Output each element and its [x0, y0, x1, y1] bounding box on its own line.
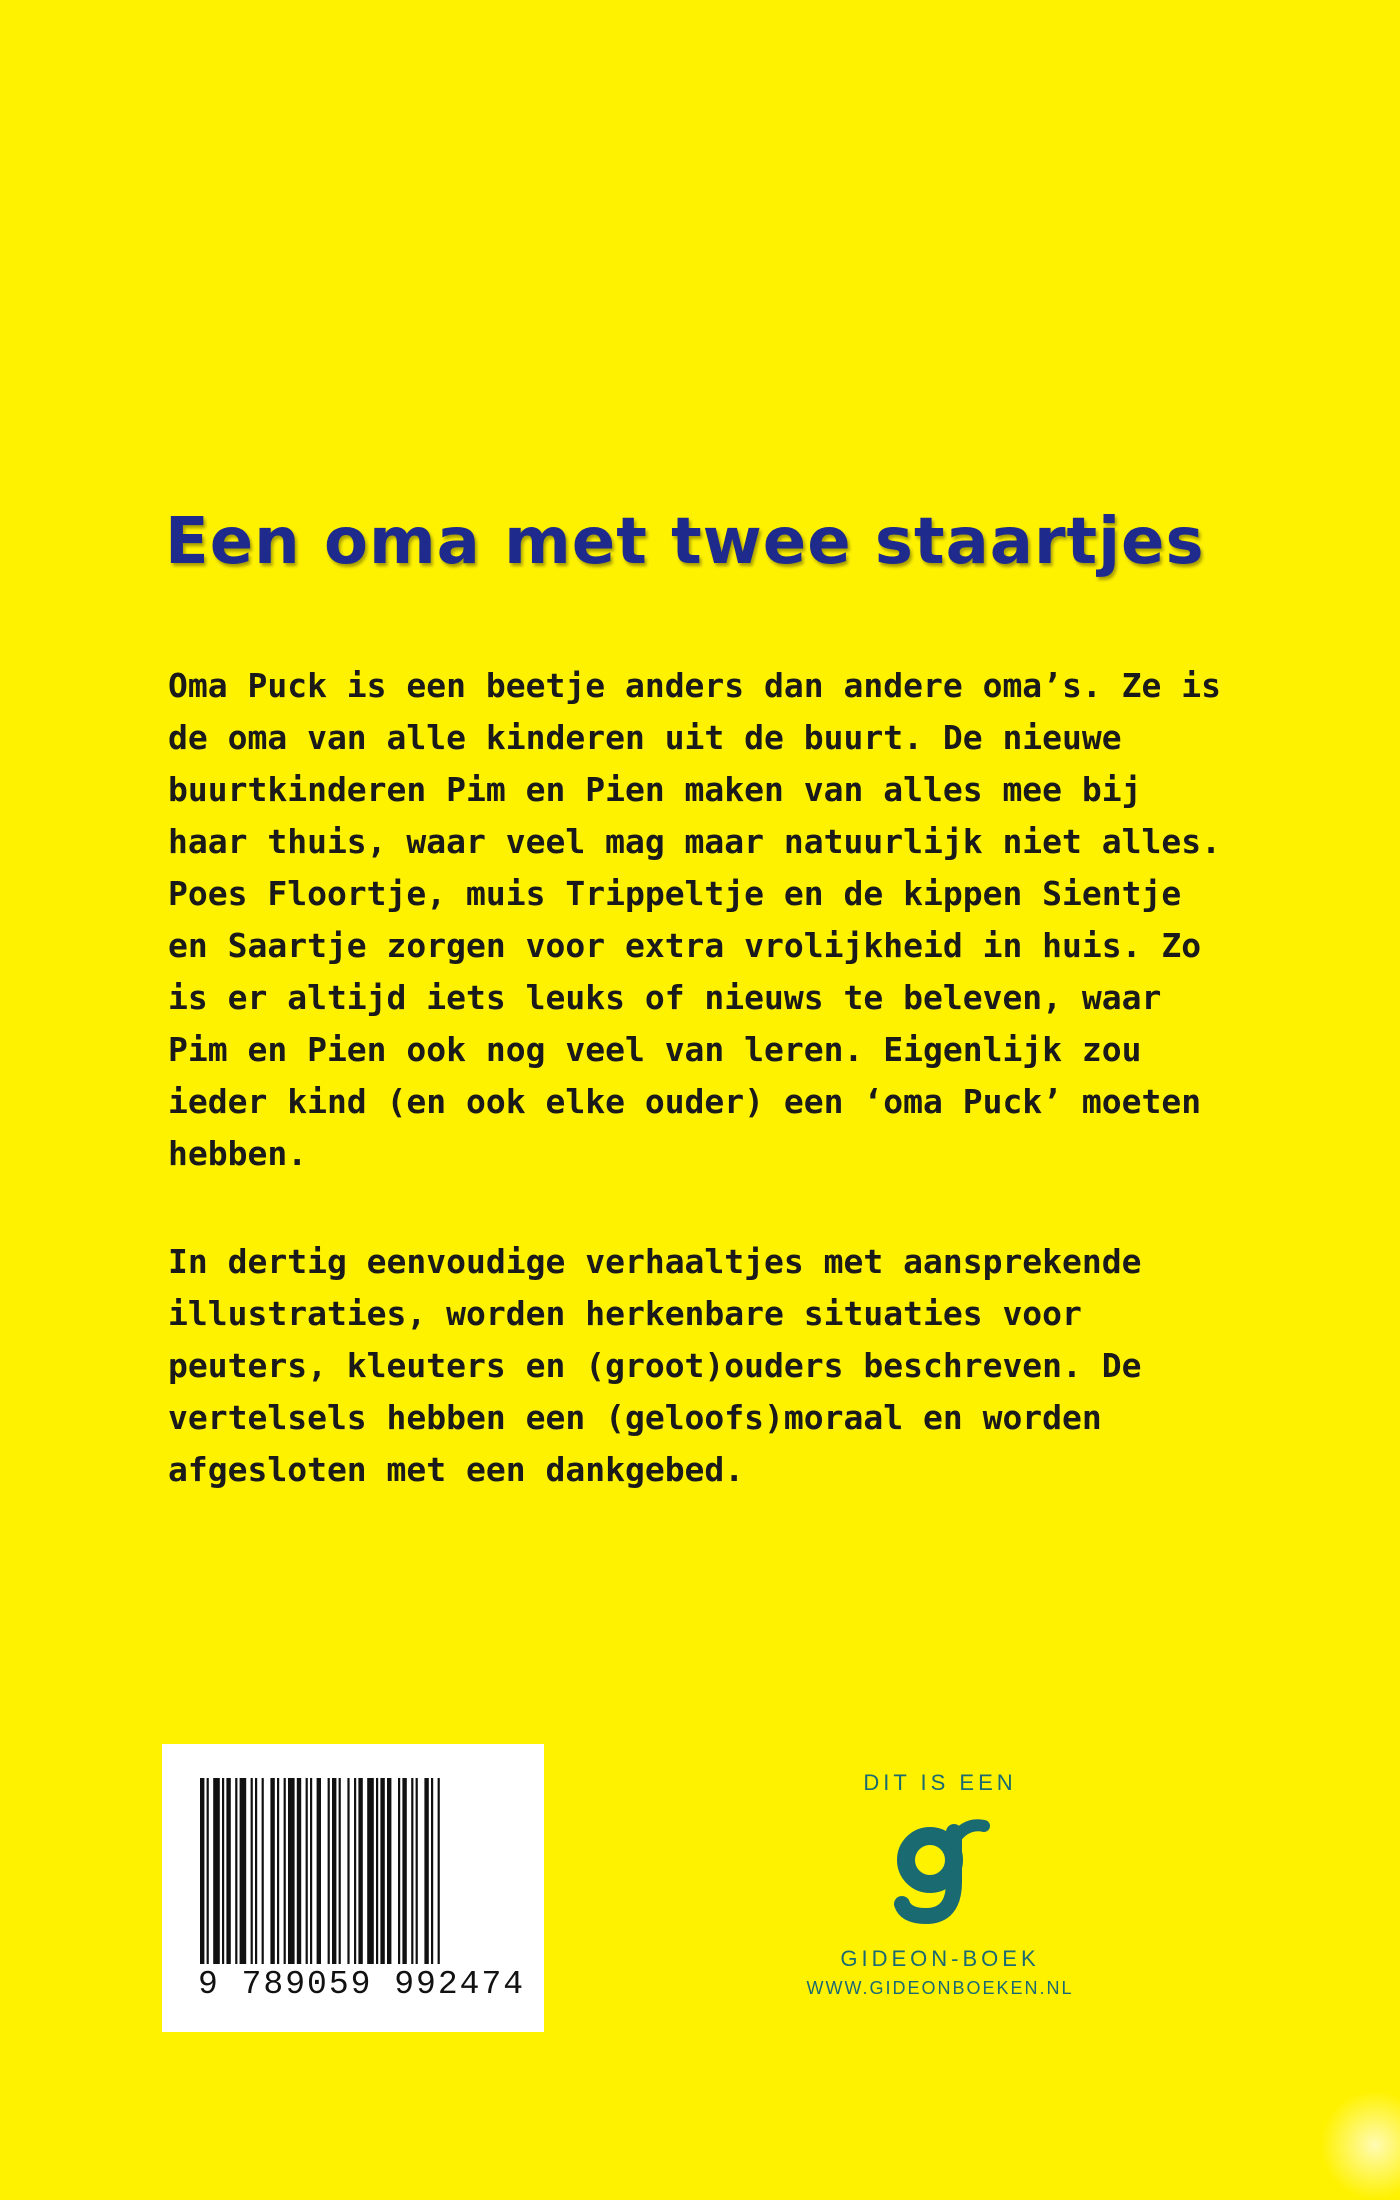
blurb-paragraph-2: In dertig eenvoudige verhaaltjes met aansprekende illustraties, worden herkenbare situaties voor peuters, kleuters en (groot)ouders beschreven. De vertelsels hebben een (geloofs)moraal en worden afgesloten met een dankgebed.	[168, 1242, 1142, 1489]
blurb-paragraph-1: Oma Puck is een beetje anders dan andere oma’s. Ze is de oma van alle kinderen uit de buurt. De nieuwe buurtkinderen Pim en Pien maken van alles mee bij haar thuis, waar veel mag maar natuurlijk niet alles. Poes Floortje, muis Trippeltje en de kippen Sientje en Saartje zorgen voor extra vrolijkheid in huis. Zo is er altijd iets leuks of nieuws te beleven, waar Pim en Pien ook nog veel van leren. Eigenlijk zou ieder kind (en ook elke ouder) een ‘oma Puck’ moeten hebben.	[168, 666, 1221, 1173]
gideon-g-logo-icon	[880, 1812, 1000, 1932]
publisher-name: GIDEON-BOEK	[840, 1946, 1040, 1971]
book-title: Een oma met twee staartjes	[165, 505, 1205, 579]
publisher-url: WWW.GIDEONBOEKEN.NL	[806, 1978, 1074, 1998]
isbn-number: 9 789059 992474	[198, 1966, 526, 2003]
corner-glare	[1320, 2090, 1400, 2200]
barcode-icon	[200, 1778, 506, 1964]
publisher-intro: DIT IS EEN	[863, 1770, 1017, 1795]
isbn-barcode-label	[162, 1744, 544, 2032]
publisher-block	[790, 1770, 1090, 1999]
